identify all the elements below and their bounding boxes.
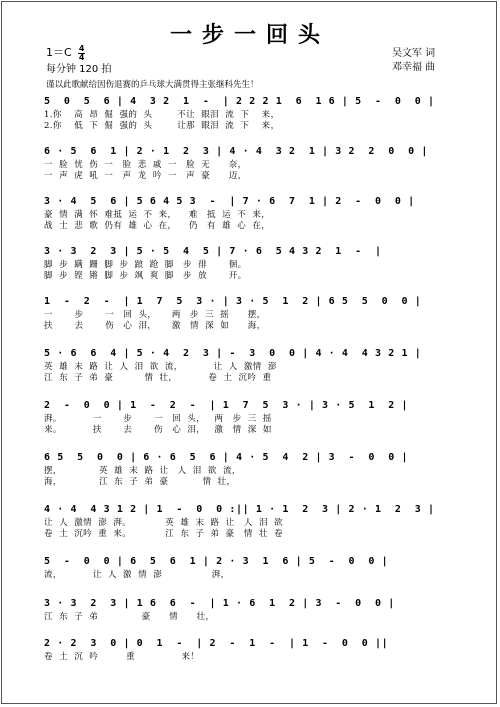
- time-signature: [78, 45, 85, 62]
- lyric-line: 让 人 激情 澎 湃。 英 雄 末 路 让 人 泪 欲: [44, 518, 283, 528]
- lyric-line: 2.你 低 下 倔 强的 头 让那 眼泪 流 下 来，: [44, 121, 280, 131]
- notation-line: 5 - 0 0 | 6 5 6 1 | 2 · 3 1 6 | 5 - 0 0 |: [44, 556, 458, 570]
- key-signature: [46, 44, 85, 62]
- lyric-line: 脚 步 蹒 跚 脚 步 踉 跄 脚 步 徘 徊。: [44, 260, 247, 270]
- lyric-line: 扶 去 伤 心 泪， 激 情 深 如 海，: [44, 321, 266, 331]
- score-system: [44, 296, 458, 332]
- notation-line: 3 · 3 2 3 | 5 · 5 4 5 | 7 · 6 5 4 3 2 1 - |: [44, 246, 458, 260]
- score-system: [44, 400, 458, 436]
- score-system: [44, 598, 458, 623]
- time-sig-bottom: 4: [78, 52, 85, 62]
- lyric-line: 脚 步 铿 锵 脚 步 飒 爽 脚 步 放 开。: [44, 271, 247, 281]
- lyric-line: 流， 让 人 激 情 澎 湃，: [44, 570, 230, 580]
- lyric-line: 一 声 虎 吼 一 声 龙 吟 一 声 豪 迈，: [44, 171, 247, 181]
- lyric-line: 来。 扶 去 伤 心 泪， 激 情 深 如: [44, 425, 272, 435]
- score-system: [44, 196, 458, 232]
- lyric-line: 1.你 高 昂 倔 强的 头 不让 眼泪 流 下 来，: [44, 110, 280, 120]
- lyric-line: 摆， 英 雄 末 路 让 人 泪 欲 流，: [44, 466, 241, 476]
- lyric-line: 江 东 子 弟 豪 情 壮， 卷 土 沉吟 重: [44, 373, 272, 383]
- lyric-line: 战 士 悲 歌 仍有 雄 心 在， 仍 有 雄 心 在，: [44, 221, 271, 231]
- lyric-line: 卷 土 沉吟 重 来。 江 东 子 弟 豪 情 壮 卷: [44, 529, 283, 539]
- lyric-line: 一 脸 忧 伤 一 脸 悲 戚 一 脸 无 奈，: [44, 160, 247, 170]
- score-system: [44, 246, 458, 282]
- notation-line: 6 5 5 0 0 | 6 · 6 5 6 | 4 · 5 4 2 | 3 - 0 0 |: [44, 452, 458, 466]
- dedication: 谨以此歌献给因伤退赛的乒乓球大满贯得主张继科先生！: [46, 80, 259, 90]
- notation-line: 4 · 4 4 3 1 2 | 1 - 0 0 :|| 1 · 1 2 3 | 2 · 1 2 3 |: [44, 504, 458, 518]
- lyric-line: 卷 土 沉 吟 重 来！: [44, 652, 200, 662]
- time-sig-top: 4: [78, 43, 85, 53]
- lyric-line: 海， 江 东 子 弟 豪 情 壮，: [44, 477, 236, 487]
- score-system: [44, 96, 458, 132]
- notation-line: 2 - 0 0 | 1 - 2 - | 1 7 5 3 · | 3 · 5 1 2 |: [44, 400, 458, 414]
- song-title: 一步一回头: [169, 22, 330, 48]
- score-system: [44, 556, 458, 581]
- composer-credit: 邓幸福 曲: [392, 62, 436, 73]
- score-system: [44, 504, 458, 540]
- score-system: [44, 452, 458, 488]
- tempo-marking: 每分钟 120 拍: [46, 64, 112, 75]
- lyric-line: 湃。 一 步 一 回 头， 两 步 三 摇: [44, 414, 272, 424]
- lyric-line: 一 步 一 回 头， 两 步 三 摇 摆，: [44, 310, 266, 320]
- lyricist-credit: 吴文军 词: [392, 48, 436, 59]
- notation-line: 5 0 5 6 | 4 3 2 1 - | 2 2 2 1 6 1 6 | 5 - 0 0 |: [44, 96, 458, 110]
- notation-line: 1 - 2 - | 1 7 5 3 · | 3 · 5 1 2 | 6 5 5 0 0 |: [44, 296, 458, 310]
- score-system: [44, 146, 458, 182]
- score-system: [44, 638, 458, 663]
- score-system: [44, 348, 458, 384]
- notation-line: 3 · 4 5 6 | 5 6 4 5 3 - | 7 · 6 7 1 | 2 - 0 0 |: [44, 196, 458, 210]
- notation-line: 3 · 3 2 3 | 1 6 6 - | 1 · 6 1 2 | 3 - 0 0 |: [44, 598, 458, 612]
- lyric-line: 豪 情 满 怀 难抵 运 不 来， 难 抵 运 不 来，: [44, 210, 271, 220]
- lyric-line: 英 雄 末 路 让 人 泪 欲 流， 让 人 激情 澎: [44, 362, 277, 372]
- notation-line: 5 · 6 6 4 | 5 · 4 2 3 | - 3 0 0 | 4 · 4 4 3 2 1 |: [44, 348, 458, 362]
- notation-line: 2 · 2 3 0 | 0 1 - | 2 - 1 - | 1 - 0 0 ||: [44, 638, 458, 652]
- notation-line: 6 · 5 6 1 | 2 · 1 2 3 | 4 · 4 3 2 1 | 3 2 2 0 0 |: [44, 146, 458, 160]
- key-label: 1＝C: [46, 46, 72, 59]
- lyric-line: 江 东 子 弟 豪 情 壮，: [44, 612, 215, 622]
